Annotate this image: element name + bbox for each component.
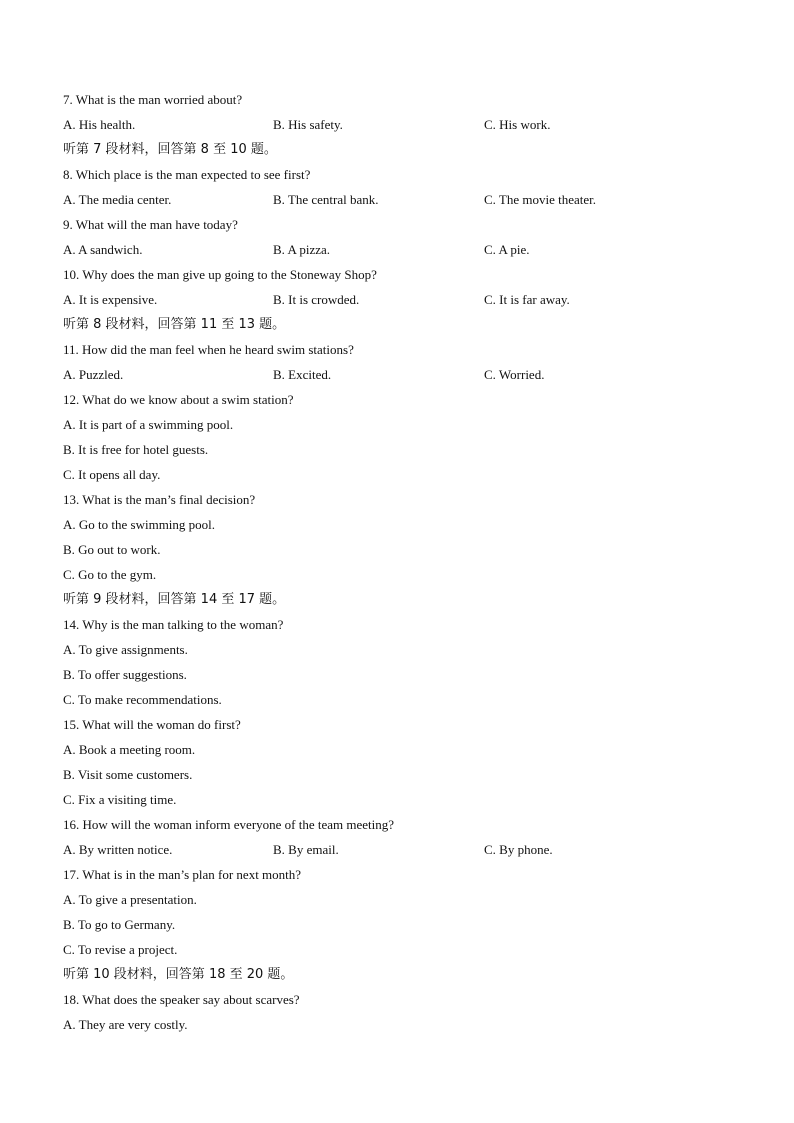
section-heading: 听第 8 段材料，回答第 11 至 13 题。 [63,317,286,332]
text-line: 9. What will the man have today? [63,217,238,232]
option-c: C. It is far away. [484,292,570,307]
option-b: B. Excited. [273,367,332,382]
text-line: B. To offer suggestions. [63,667,187,682]
text-line: B. Go out to work. [63,542,161,557]
text-line: 11. How did the man feel when he heard swim stations? [63,342,354,357]
option-row [63,365,743,390]
text-line: 10. Why does the man give up going to the Stoneway Shop? [63,267,377,282]
text-line: C. It opens all day. [63,467,161,482]
text-line: A. Book a meeting room. [63,742,196,757]
option-c: C. Worried. [484,367,545,382]
text-line: B. To go to Germany. [63,917,176,932]
option-b: B. It is crowded. [273,292,360,307]
option-b: B. His safety. [273,117,343,132]
section-heading: 听第 9 段材料，回答第 14 至 17 题。 [63,592,286,607]
text-line: B. Visit some customers. [63,767,193,782]
option-c: C. His work. [484,117,551,132]
option-a: A. The media center. [63,192,172,207]
text-line: 14. Why is the man talking to the woman? [63,617,284,632]
text-line: C. Go to the gym. [63,567,157,582]
text-line: 7. What is the man worried about? [63,92,243,107]
exam-page [63,90,743,1040]
section-heading: 听第 10 段材料，回答第 18 至 20 题。 [63,967,294,982]
option-a: A. It is expensive. [63,292,158,307]
text-line: A. Go to the swimming pool. [63,517,216,532]
option-row [63,290,743,315]
option-row [63,115,743,140]
text-line: 16. How will the woman inform everyone of the team meeting? [63,817,395,832]
section-heading: 听第 7 段材料，回答第 8 至 10 题。 [63,142,277,157]
option-c: C. By phone. [484,842,553,857]
option-b: B. A pizza. [273,242,331,257]
text-line: A. To give assignments. [63,642,188,657]
option-row [63,190,743,215]
option-a: A. His health. [63,117,136,132]
option-a: A. A sandwich. [63,242,143,257]
option-b: B. By email. [273,842,339,857]
text-line: 12. What do we know about a swim station? [63,392,294,407]
text-line: 8. Which place is the man expected to see first? [63,167,311,182]
option-a: A. By written notice. [63,842,173,857]
text-line: C. Fix a visiting time. [63,792,177,807]
text-line: 13. What is the man’s final decision? [63,492,256,507]
option-row [63,840,743,865]
option-c: C. The movie theater. [484,192,597,207]
option-b: B. The central bank. [273,192,379,207]
option-c: C. A pie. [484,242,530,257]
text-line: 15. What will the woman do first? [63,717,241,732]
option-a: A. Puzzled. [63,367,124,382]
text-line: 18. What does the speaker say about scarves? [63,992,300,1007]
text-line: A. It is part of a swimming pool. [63,417,234,432]
text-line: C. To revise a project. [63,942,178,957]
text-line: 17. What is in the man’s plan for next month? [63,867,302,882]
text-line: A. They are very costly. [63,1017,188,1032]
text-line: A. To give a presentation. [63,892,197,907]
text-line: B. It is free for hotel guests. [63,442,209,457]
text-line: C. To make recommendations. [63,692,222,707]
option-row [63,240,743,265]
